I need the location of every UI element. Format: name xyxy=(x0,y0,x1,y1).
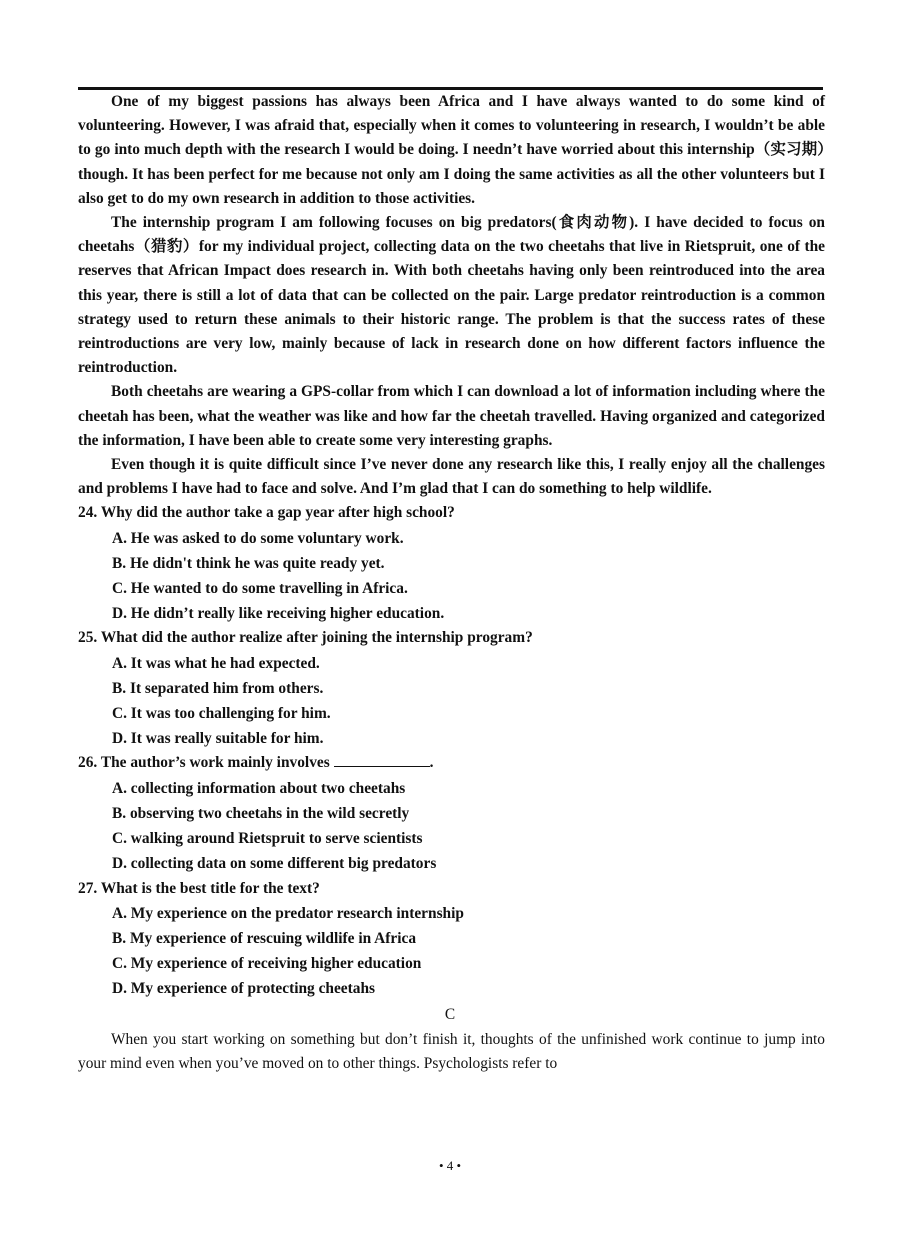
question-26 xyxy=(78,751,825,876)
option-c[interactable]: C. He wanted to do some travelling in Africa. xyxy=(112,580,408,598)
question-text: Why did the author take a gap year after high school? xyxy=(100,504,455,522)
option-a[interactable]: A. My experience on the predator research internship xyxy=(112,904,464,922)
option-c[interactable]: C. It was too challenging for him. xyxy=(112,705,331,723)
question-number: 27. xyxy=(78,879,98,897)
passage-b-paragraph-2: The internship program I am following focuses on big predators(食肉动物). I have decided to focus on cheetahs（猎豹）for my individual project, collecting data on the two cheetahs that live in Rietspruit, one of the reserves that African Impact does research in. With both cheetahs having only been reintroduced into the area this year, there is still a lot of data that can be collected on the pair. Large predator reintroduction is a common strategy used to return these animals to their historic range. The problem is that the success rates of these reintroductions are very low, mainly because of lack in research done on how different factors influence the reintroduction. xyxy=(78,214,825,377)
question-stem xyxy=(78,501,825,525)
option-b[interactable]: B. My experience of rescuing wildlife in Africa xyxy=(112,929,417,947)
question-number: 25. xyxy=(78,629,98,647)
question-stem xyxy=(78,626,825,650)
question-text: What is the best title for the text? xyxy=(100,879,320,897)
question-text: What did the author realize after joining the internship program? xyxy=(100,629,533,647)
option-d[interactable]: D. It was really suitable for him. xyxy=(112,730,324,748)
option-b[interactable]: B. observing two cheetahs in the wild secretly xyxy=(112,804,410,822)
option-d[interactable]: D. My experience of protecting cheetahs xyxy=(112,980,375,998)
page-content xyxy=(78,90,825,1076)
option-c[interactable]: C. My experience of receiving higher education xyxy=(112,955,422,973)
passage-b-paragraph-1: One of my biggest passions has always been Africa and I have always wanted to do some kind of volunteering. However, I was afraid that, especially when it comes to volunteering in research, I wouldn’t be able to go into much depth with the research I would be doing. I needn’t have worried about this internship（实习期）though. It has been perfect for me because not only am I doing the same activities as all the other volunteers but I also get to do my own research in addition to those activities. xyxy=(78,93,825,207)
question-number: 26. xyxy=(78,754,98,772)
passage-c-paragraph-1: When you start working on something but don’t finish it, thoughts of the unfinished work continue to jump into your mind even when you’ve moved on to other things. Psychologists refer to xyxy=(78,1030,825,1072)
option-d[interactable]: D. collecting data on some different big predators xyxy=(112,855,437,873)
option-b[interactable]: B. It separated him from others. xyxy=(112,679,324,697)
question-text: The author’s work mainly involves xyxy=(100,754,330,772)
section-heading-c: C xyxy=(444,1005,456,1023)
question-stem xyxy=(78,877,825,901)
question-end: . xyxy=(429,754,434,772)
question-stem xyxy=(78,751,825,775)
page-number: • 4 • xyxy=(438,1158,462,1173)
answer-blank xyxy=(334,752,430,767)
question-24 xyxy=(78,501,825,626)
question-number: 24. xyxy=(78,504,98,522)
option-d[interactable]: D. He didn’t really like receiving higher education. xyxy=(112,605,445,623)
option-a[interactable]: A. It was what he had expected. xyxy=(112,654,320,672)
question-27 xyxy=(78,877,825,1002)
passage-b-paragraph-3: Both cheetahs are wearing a GPS-collar from which I can download a lot of information including where the cheetah has been, what the weather was like and how far the cheetah travelled. Having organized and categorized the information, I have been able to create some very interesting graphs. xyxy=(78,383,825,449)
question-25 xyxy=(78,626,825,751)
option-a[interactable]: A. collecting information about two cheetahs xyxy=(112,779,406,797)
passage-b-paragraph-4: Even though it is quite difficult since I’ve never done any research like this, I really enjoy all the challenges and problems I have had to face and solve. And I’m glad that I can do something to help wildlife. xyxy=(78,456,825,498)
option-b[interactable]: B. He didn't think he was quite ready yet. xyxy=(112,554,385,572)
option-c[interactable]: C. walking around Rietspruit to serve scientists xyxy=(112,830,423,848)
option-a[interactable]: A. He was asked to do some voluntary work. xyxy=(112,529,404,547)
